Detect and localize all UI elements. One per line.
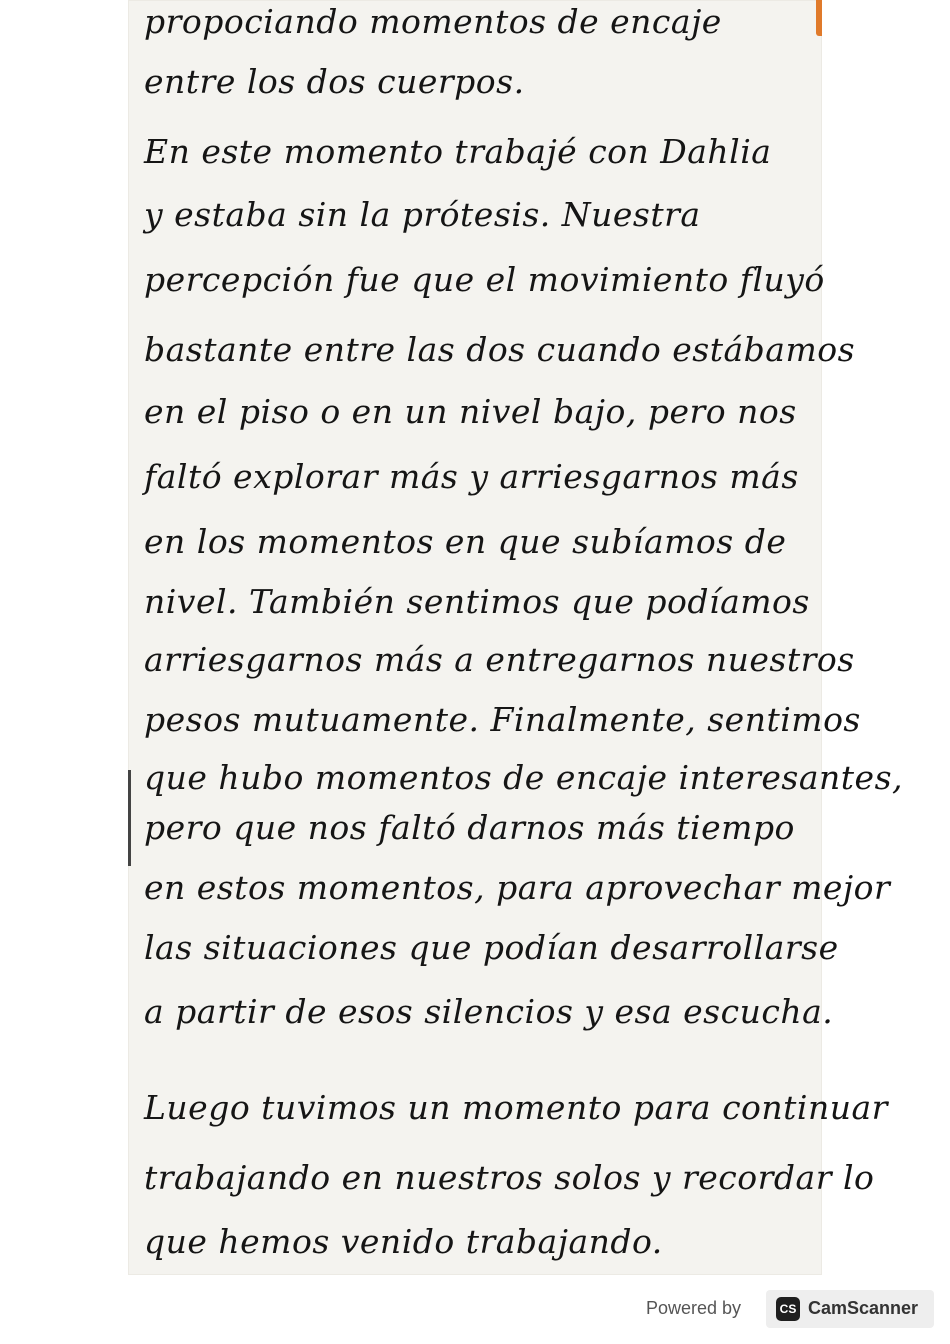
text-line: Luego tuvimos un momento para continuar: [144, 1088, 888, 1127]
text-line: bastante entre las dos cuando estábamos: [144, 330, 856, 369]
camscanner-badge: [766, 1290, 934, 1328]
text-line: nivel. También sentimos que podíamos: [144, 582, 810, 621]
scanned-page: [128, 0, 903, 1275]
text-line: las situaciones que podían desarrollarse: [144, 928, 839, 967]
text-line: entre los dos cuerpos.: [144, 62, 525, 101]
powered-by-label: Powered by: [646, 1298, 742, 1318]
text-line: en los momentos en que subíamos de: [144, 522, 787, 561]
margin-mark: [128, 770, 131, 866]
text-line: pero que nos faltó darnos más tiempo: [144, 808, 795, 847]
text-line: en el piso o en un nivel bajo, pero nos: [144, 392, 797, 431]
page-corner-mark: [816, 0, 822, 36]
text-line: a partir de esos silencios y esa escucha.: [144, 992, 834, 1031]
text-line: y estaba sin la prótesis. Nuestra: [144, 195, 701, 234]
text-line: trabajando en nuestros solos y recordar lo: [144, 1158, 875, 1197]
camscanner-logo-icon: CS: [776, 1297, 800, 1321]
text-line: propociando momentos de encaje: [144, 2, 722, 41]
camscanner-brand: CamScanner: [808, 1298, 919, 1318]
text-line: pesos mutuamente. Finalmente, sentimos: [144, 700, 861, 739]
text-line: percepción fue que el movimiento fluyó: [144, 260, 825, 299]
text-line: En este momento trabajé con Dahlia: [144, 132, 772, 171]
text-line: arriesgarnos más a entregarnos nuestros: [144, 640, 855, 679]
text-line: que hemos venido trabajando.: [144, 1222, 663, 1261]
text-line: que hubo momentos de encaje interesantes,: [144, 758, 903, 797]
text-line: faltó explorar más y arriesgarnos más: [144, 457, 799, 496]
text-line: en estos momentos, para aprovechar mejor: [144, 868, 891, 907]
scanner-footer: [0, 1290, 950, 1344]
